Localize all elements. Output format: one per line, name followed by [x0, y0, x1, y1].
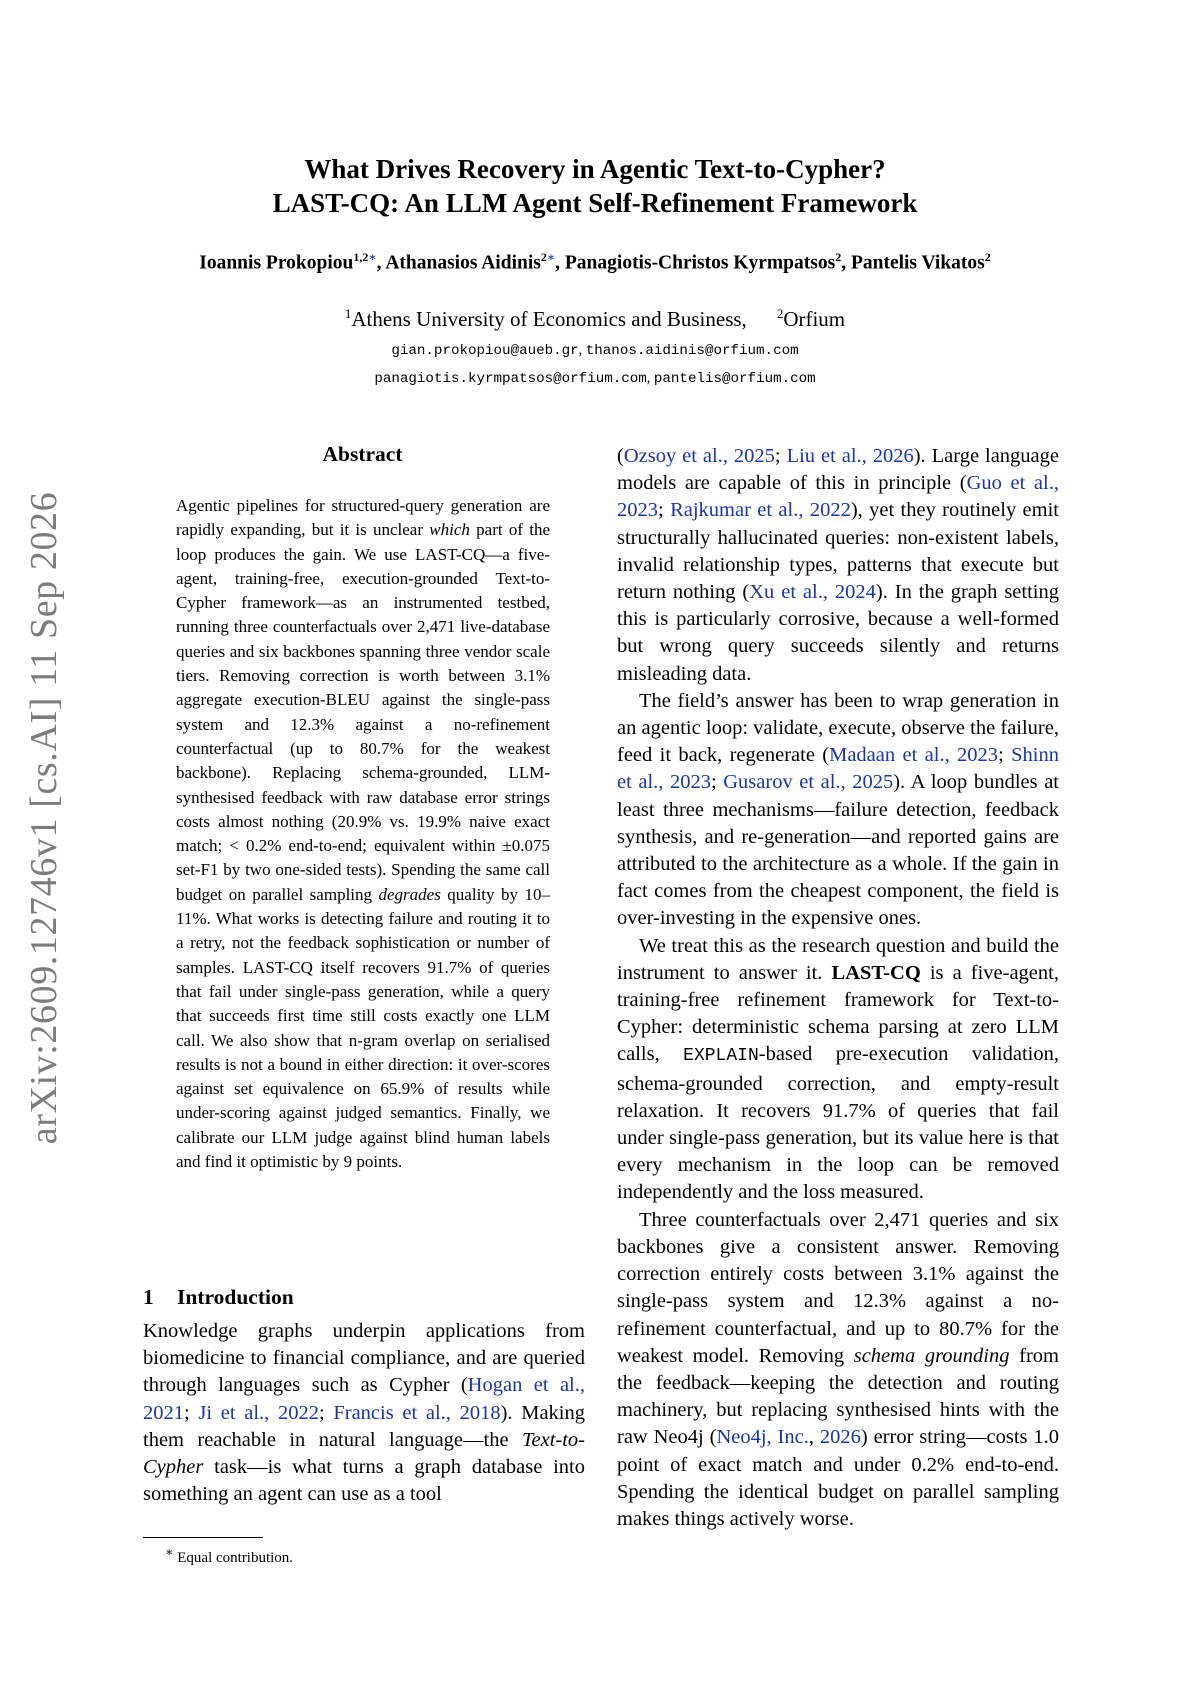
- citation-link[interactable]: 2026: [819, 1426, 861, 1449]
- citation-separator: ;: [318, 1401, 334, 1424]
- paragraph: [617, 1207, 1059, 1533]
- citation-link[interactable]: Gusarov et al., 2025: [723, 771, 894, 794]
- section-number: 1: [143, 1285, 154, 1309]
- email-address[interactable]: panagiotis.kyrmpatsos@orfium.com: [374, 371, 647, 387]
- body-text: task—is what turns a graph database into something an agent can use as a tool: [143, 1456, 585, 1506]
- introduction-left-column: [143, 1318, 585, 1508]
- body-text: ). Making them reachable in natural language—the: [143, 1401, 585, 1451]
- abstract-text: quality by 10–11%. What works is detecting failure and routing it to a retry, not the feedback sophistication or number of samples. LAST-CQ itself recovers 91.7% of queries that fail under single-pass generation, while a query that succeeds first time still costs exactly one LLM call. We also show that n-gram overlap on serialised results is not a bound in either direction: it over-scores against set equivalence on 65.9% of results while under-scoring against judged semantics. Finally, we calibrate our LLM judge against blind human labels and find it optimistic by 9 points.: [176, 884, 550, 1172]
- task-name: Text-to-Cypher: [143, 1428, 585, 1479]
- citation-separator: ;: [774, 445, 787, 467]
- citation-link[interactable]: Guo et al., 2023: [617, 472, 1059, 522]
- section-heading-introduction: [143, 1285, 294, 1310]
- abstract-emphasis: which: [429, 520, 470, 540]
- body-text: Knowledge graphs underpin applications from biomedicine to financial compliance, and are queried through languages such as Cypher (: [143, 1320, 585, 1397]
- email-separator: ,: [578, 342, 586, 358]
- author-separator: ,: [841, 252, 851, 274]
- citation-link[interactable]: Xu et al., 2024: [749, 581, 876, 604]
- author-separator: ,: [376, 252, 386, 274]
- author-list: [0, 250, 1190, 275]
- author-separator: ,: [555, 252, 565, 274]
- abstract-emphasis: degrades: [378, 884, 441, 904]
- citation-link[interactable]: Liu et al., 2026: [786, 445, 914, 467]
- equal-contribution-mark[interactable]: ∗: [546, 250, 556, 264]
- footnote-text: Equal contribution.: [173, 1550, 294, 1566]
- footnote: [165, 1544, 293, 1567]
- abstract-body: [176, 494, 550, 1174]
- author-name: Pantelis Vikatos: [850, 252, 985, 274]
- body-text: from the feedback—keeping the detection and routing machinery, but replacing synthesised hints with the raw Neo4j (: [617, 1344, 1059, 1449]
- author-affiliation-mark: 1,2: [353, 250, 369, 264]
- citation-separator: ,: [808, 1426, 820, 1449]
- title-line-2: LAST-CQ: An LLM Agent Self-Refinement Framework: [272, 188, 918, 218]
- body-text: is a five-agent, training-free refinement framework for Text-to-Cypher: deterministic schema parsing at zero LLM calls,: [617, 961, 1059, 1066]
- citation-separator: ;: [998, 744, 1012, 767]
- email-address[interactable]: pantelis@orfium.com: [653, 371, 816, 387]
- affiliation-1: Athens University of Economics and Business,: [351, 307, 747, 331]
- citation-separator: ;: [710, 771, 724, 794]
- body-text: ). Large language models are capable of this in principle (: [617, 445, 1059, 495]
- body-text: The field’s answer has been to wrap generation in an agentic loop: validate, execute, observe the failure, feed it back, regenerate (: [617, 689, 1059, 767]
- affiliation-number: 2: [776, 306, 784, 321]
- body-text: ), yet they routinely emit structurally hallucinated queries: non-existent labels, invalid relationship types, patterns that execute but return nothing (: [617, 499, 1059, 604]
- body-text: Three counterfactuals over 2,471 queries and six backbones give a consistent answer. Removing correction entirely costs between 3.1% against the single-pass system and 12.3% against a no-refinement counterfactual, and up to 80.7% for the weakest model. Removing: [617, 1208, 1059, 1367]
- body-text: ). In the graph setting this is particularly corrosive, because a well-formed but wrong query succeeds silently and returns misleading data.: [617, 581, 1059, 685]
- arxiv-identifier-text: arXiv:2609.12746v1 [cs.AI] 11 Sep 2026: [23, 491, 65, 1145]
- affiliation-number: 1: [344, 306, 352, 321]
- author-affiliation-mark: 2: [835, 250, 842, 264]
- introduction-right-column: [617, 443, 1059, 1533]
- email-address[interactable]: thanos.aidinis@orfium.com: [585, 343, 799, 359]
- citation-link[interactable]: Hogan et al., 2021: [143, 1374, 585, 1424]
- author-name: Athanasios Aidinis: [385, 252, 541, 274]
- inline-code: EXPLAIN: [683, 1046, 759, 1067]
- abstract-text: Agentic pipelines for structured-query generation are rapidly expanding, but it is unclear: [176, 496, 550, 540]
- emphasis: schema grounding: [853, 1344, 1010, 1367]
- email-separator: ,: [646, 370, 654, 386]
- citation-link[interactable]: Rajkumar et al., 2022: [670, 499, 851, 522]
- body-text: We treat this as the research question and build the instrument to answer it.: [617, 934, 1059, 984]
- footnote-rule: [143, 1537, 263, 1538]
- section-title: Introduction: [177, 1285, 294, 1309]
- body-text: -based pre-execution validation, schema-grounded correction, and empty-result relaxation. It recovers 91.7% of queries that fail under single-pass generation, but its value here is that every mechanism in the loop can be removed independently and the loss measured.: [617, 1043, 1059, 1204]
- body-text: (: [617, 445, 624, 467]
- citation-separator: ;: [184, 1401, 199, 1424]
- citation-link[interactable]: Ozsoy et al., 2025: [623, 445, 775, 467]
- citation-link[interactable]: Madaan et al., 2023: [829, 744, 999, 767]
- body-text: ) error string—costs 1.0 point of exact match and under 0.2% end-to-end. Spending the identical budget on parallel sampling makes things actively worse.: [617, 1426, 1060, 1530]
- paragraph: [617, 933, 1059, 1207]
- citation-separator: ;: [658, 499, 671, 522]
- email-line-2: [0, 370, 1190, 387]
- citation-link[interactable]: Ji et al., 2022: [198, 1401, 319, 1424]
- author-name: Panagiotis-Christos Kyrmpatsos: [564, 252, 836, 274]
- title-line-1: What Drives Recovery in Agentic Text-to-Cypher?: [304, 154, 886, 184]
- footnote-mark: ∗: [165, 1545, 174, 1559]
- citation-link[interactable]: Neo4j, Inc.: [716, 1426, 809, 1449]
- equal-contribution-mark[interactable]: ∗: [368, 250, 377, 264]
- author-affiliation-mark: 2: [540, 250, 547, 264]
- paragraph: [617, 688, 1059, 933]
- abstract-heading: Abstract: [322, 442, 403, 466]
- abstract-text: part of the loop produces the gain. We use LAST-CQ—a five-agent, training-free, execution-grounded Text-to-Cypher framework—as an instrumented testbed, running three counterfactuals over 2,471 live-database queries and six backbones spanning three vendor scale tiers. Removing correction is worth between 3.1% aggregate execution-BLEU against the single-pass system and 12.3% against a no-refinement counterfactual (up to 80.7% for the weakest backbone). Replacing schema-grounded, LLM-synthesised feedback with raw database error strings costs almost nothing (20.9% vs. 19.9% naive exact match; < 0.2% end-to-end; equivalent within ±0.075 set-F1 by two one-sided tests). Spending the same call budget on parallel sampling: [176, 520, 551, 904]
- author-affiliation-mark: 2: [984, 250, 991, 264]
- body-text: ). A loop bundles at least three mechanisms—failure detection, feedback synthesis, and re-generation—and reported gains are attributed to the architecture as a whole. If the gain in fact comes from the cheapest component, the field is over-investing in the expensive ones.: [617, 771, 1059, 930]
- email-address[interactable]: gian.prokopiou@aueb.gr: [391, 343, 579, 359]
- email-line-1: [0, 342, 1190, 359]
- citation-link[interactable]: Shinn et al., 2023: [617, 744, 1059, 794]
- author-name: Ioannis Prokopiou: [199, 252, 354, 274]
- paper-title: [0, 152, 1190, 220]
- affiliation-2: Orfium: [783, 307, 846, 331]
- paragraph: [617, 443, 1059, 688]
- affiliations: [0, 306, 1190, 332]
- framework-name: LAST-CQ: [831, 961, 921, 984]
- citation-link[interactable]: Francis et al., 2018: [333, 1401, 501, 1424]
